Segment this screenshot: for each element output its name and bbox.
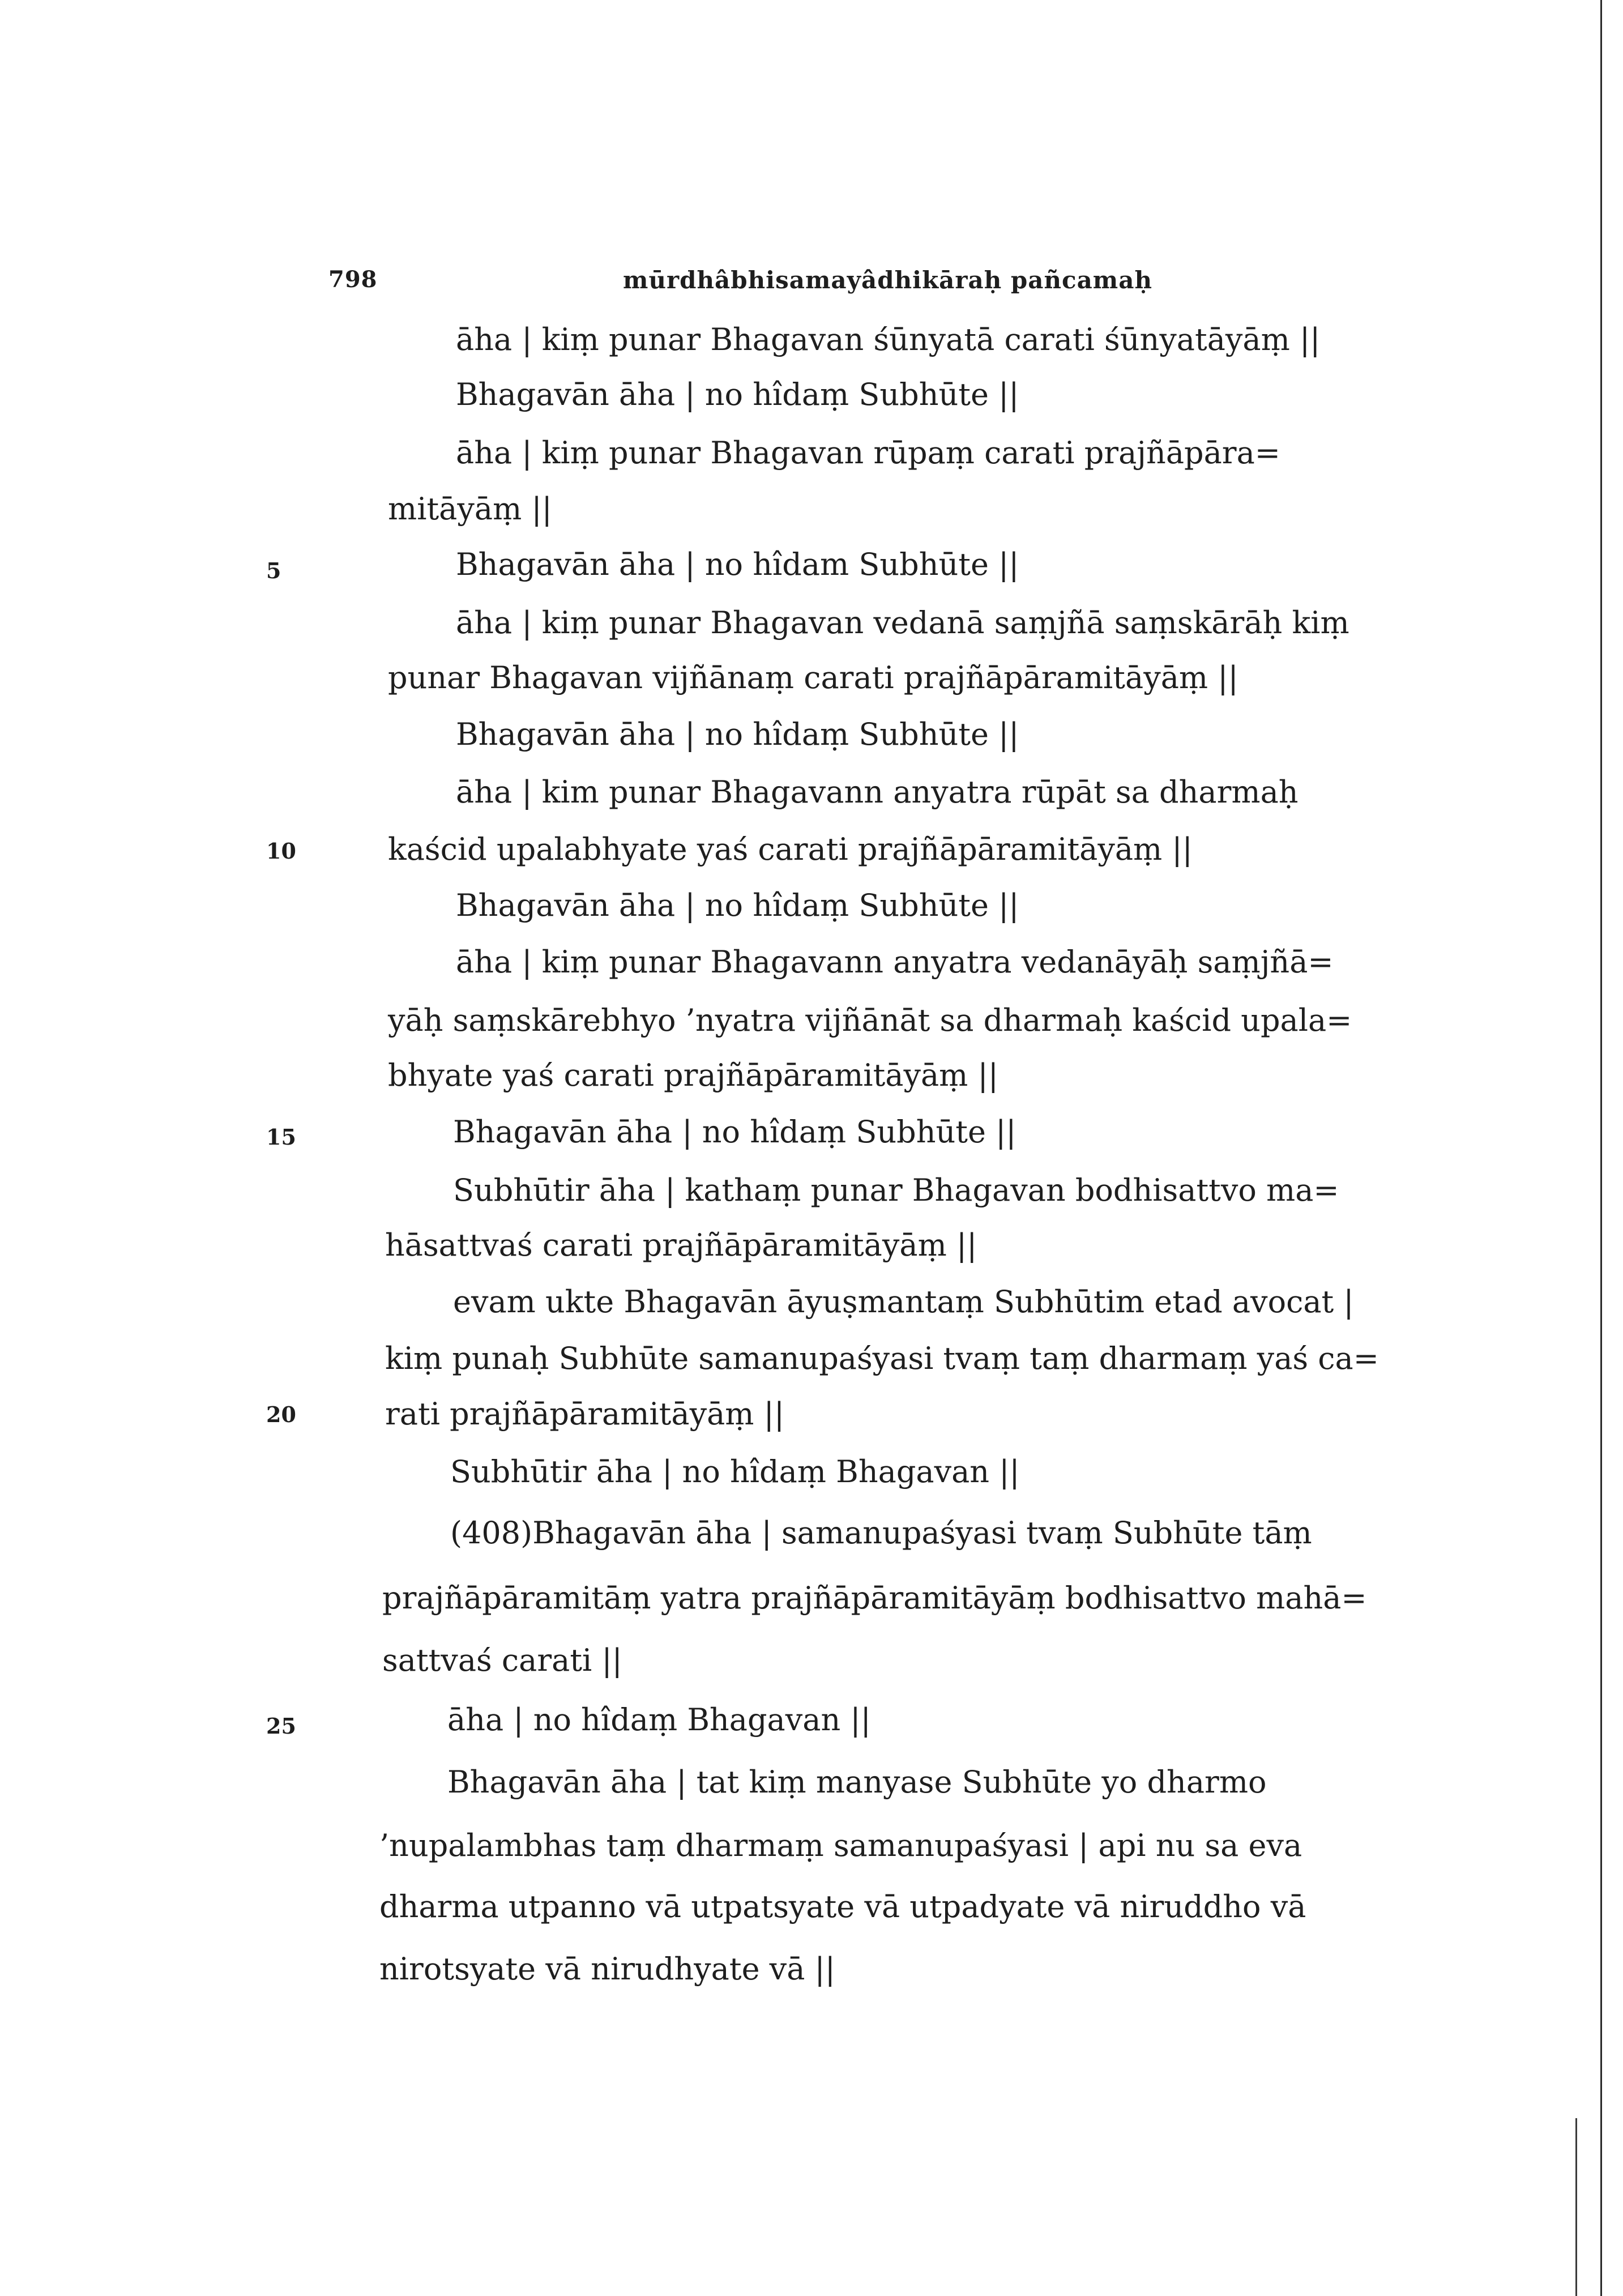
text-line-2: Bhagavān āha | no hîdaṃ Subhūte || [456,377,1019,412]
text-line-12: āha | kiṃ punar Bhagavann anyatra vedanāyāḥ saṃjñā= [456,944,1334,980]
text-line-26: Bhagavān āha | tat kiṃ manyase Subhūte yo dharmo [447,1764,1267,1800]
text-line-13: yāḥ saṃskārebhyo ’nyatra vijñānāt sa dharmaḥ kaścid upala= [388,1002,1352,1038]
text-line-8: Bhagavān āha | no hîdaṃ Subhūte || [456,716,1019,752]
line-number-20: 20 [266,1402,296,1427]
running-head: mūrdhâbhisamayâdhikāraḥ pañcamaḥ [623,266,1152,294]
text-line-22: (408)Bhagavān āha | samanupaśyasi tvaṃ Subhūte tāṃ [450,1515,1312,1551]
text-line-3-content: āha | kiṃ punar Bhagavan rūpaṃ carati prajñāpāra= [456,435,1281,471]
line-number-15: 15 [266,1124,296,1150]
text-line-5: Bhagavān āha | no hîdam Subhūte || [456,547,1019,582]
text-line-24: sattvaś carati || [382,1642,622,1678]
text-line-21: Subhūtir āha | no hîdaṃ Bhagavan || [450,1454,1020,1490]
text-line-11: Bhagavān āha | no hîdaṃ Subhūte || [456,887,1019,923]
text-line-14: bhyate yaś carati prajñāpāramitāyāṃ || [388,1057,998,1093]
page-number: 798 [328,266,378,293]
text-line-17: hāsattvaś carati prajñāpāramitāyāṃ || [385,1227,977,1263]
text-line-27: ’nupalambhas taṃ dharmaṃ samanupaśyasi | api nu sa eva [379,1828,1302,1863]
text-line-10: kaścid upalabhyate yaś carati prajñāpāramitāyāṃ || [388,831,1193,867]
text-line-6: āha | kiṃ punar Bhagavan vedanā saṃjñā saṃskārāḥ kiṃ [456,605,1349,641]
text-line-9: āha | kim punar Bhagavann anyatra rūpāt sa dharmaḥ [456,774,1299,810]
line-number-10: 10 [266,838,296,864]
text-line-15: Bhagavān āha | no hîdaṃ Subhūte || [453,1114,1016,1150]
text-line-7: punar Bhagavan vijñānaṃ carati prajñāpāramitāyāṃ || [388,660,1238,695]
page-edge-rule [1600,0,1602,2296]
text-line-23: prajñāpāramitāṃ yatra prajñāpāramitāyāṃ bodhisattvo mahā= [382,1580,1367,1616]
text-line-1: āha | kiṃ punar Bhagavan śūnyatā carati śūnyatāyāṃ || [456,322,1321,357]
line-number-25: 25 [266,1713,296,1739]
page-header [328,261,1348,306]
text-line-16: Subhūtir āha | kathaṃ punar Bhagavan bodhisattvo ma= [453,1172,1339,1208]
line-number-5: 5 [266,558,281,583]
text-line-4: mitāyāṃ || [388,491,552,527]
binding-mark [1575,2118,1577,2296]
text-line-19: kiṃ punaḥ Subhūte samanupaśyasi tvaṃ taṃ dharmaṃ yaś ca= [385,1341,1379,1376]
text-line-3 [456,435,1336,471]
text-line-29: nirotsyate vā nirudhyate vā || [379,1951,835,1987]
text-line-25: āha | no hîdaṃ Bhagavan || [447,1702,871,1738]
text-line-28: dharma utpanno vā utpatsyate vā utpadyate vā niruddho vā [379,1889,1306,1924]
text-line-18: evam ukte Bhagavān āyuṣmantaṃ Subhūtim etad avocat | [453,1284,1354,1320]
text-line-20: rati prajñāpāramitāyāṃ || [385,1396,785,1432]
